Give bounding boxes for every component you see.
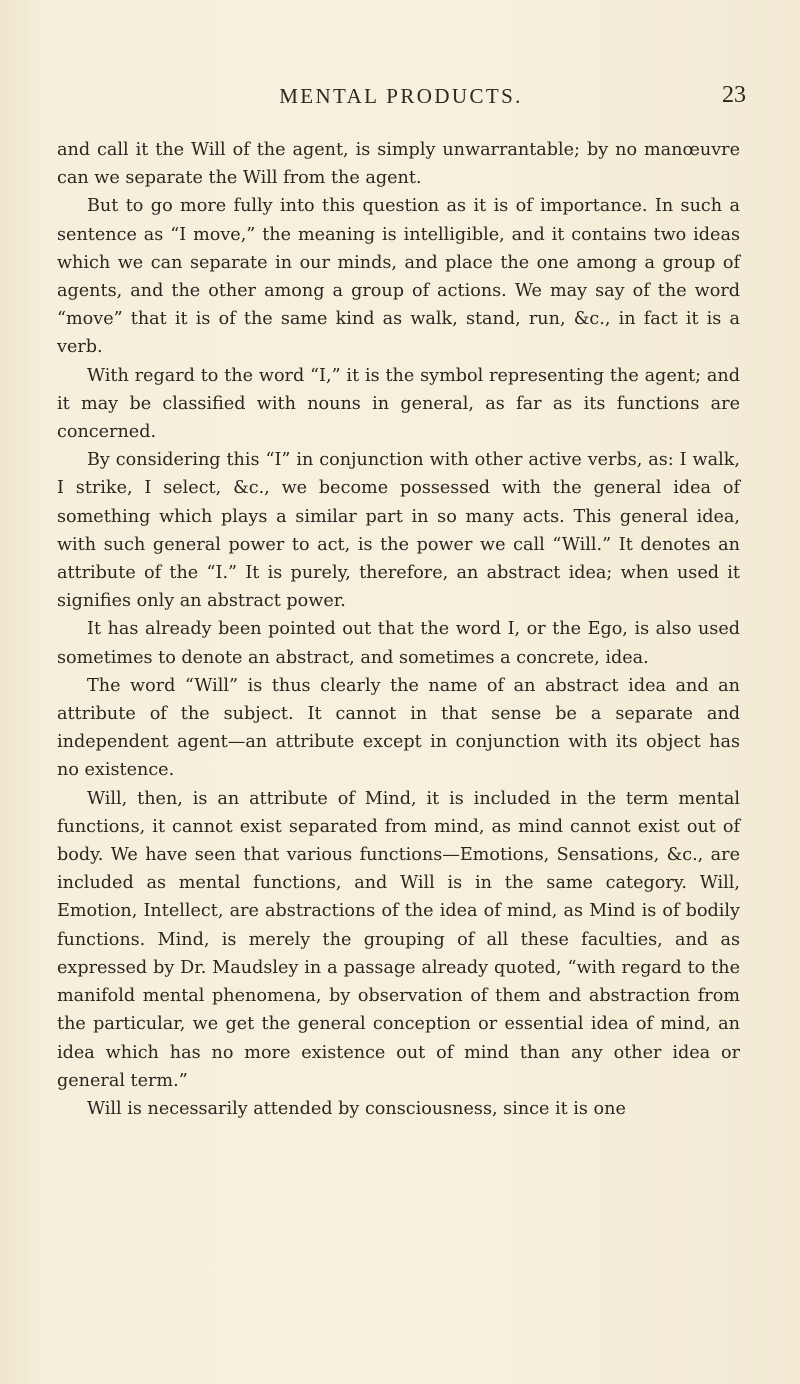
page-number: 23	[722, 82, 746, 108]
paragraph: By considering this “I” in conjunction with other active verbs, as: I walk, I strike, I select, &c., we become possessed with the general idea of something which plays a similar part in so many acts. This general idea, with such general power to act, is the power we call “Will.” It denotes an attribute of the “I.” It is purely, therefore, an abstract idea; when used it signifies only an abstract power.	[57, 450, 740, 612]
paragraph: Will is necessarily attended by consciousness, since it is one	[87, 1098, 626, 1119]
paragraph: But to go more fully into this question as it is of importance. In such a sentence as “I move,” the meaning is intelligible, and it contains two ideas which we can separate in our minds, and place the one among a group of agents, and the other among a group of actions. We may say of the word “move” that it is of the same kind as walk, stand, run, &c., in fact it is a verb.	[57, 196, 740, 358]
running-title: MENTAL PRODUCTS.	[279, 84, 523, 108]
running-head	[56, 84, 746, 124]
paragraph: It has already been pointed out that the word I, or the Ego, is also used sometimes to denote an abstract, and sometimes a concrete, idea.	[57, 619, 740, 668]
paragraph: The word “Will” is thus clearly the name of an abstract idea and an attribute of the subject. It cannot in that sense be a separate and independent agent—an attribute except in conjunction with its object has no existence.	[57, 675, 740, 781]
paragraph: With regard to the word “I,” it is the symbol representing the agent; and it may be classified with nouns in general, as far as its functions are concerned.	[57, 365, 740, 443]
paragraph-continued: and call it the Will of the agent, is simply unwarrantable; by no manœuvre can we separate the Will from the agent.	[57, 140, 740, 189]
paragraph: Will, then, is an attribute of Mind, it is included in the term mental functions, it cannot exist separated from mind, as mind cannot exist out of body. We have seen that various functions—Emotions, Sensations, &c., are included as mental functions, and Will is in the same category. Will, Emotion, Intellect, are abstractions of the idea of mind, as Mind is of bodily functions. Mind, is merely the grouping of all these faculties, and as expressed by Dr. Maudsley in a passage already quoted, “with regard to the manifold mental phenomena, by observation of them and abstraction from the particular, we get the general conception or essential idea of mind, an idea which has no more existence out of mind than any other idea or general term.”	[57, 788, 740, 1091]
body-text	[57, 136, 740, 1123]
